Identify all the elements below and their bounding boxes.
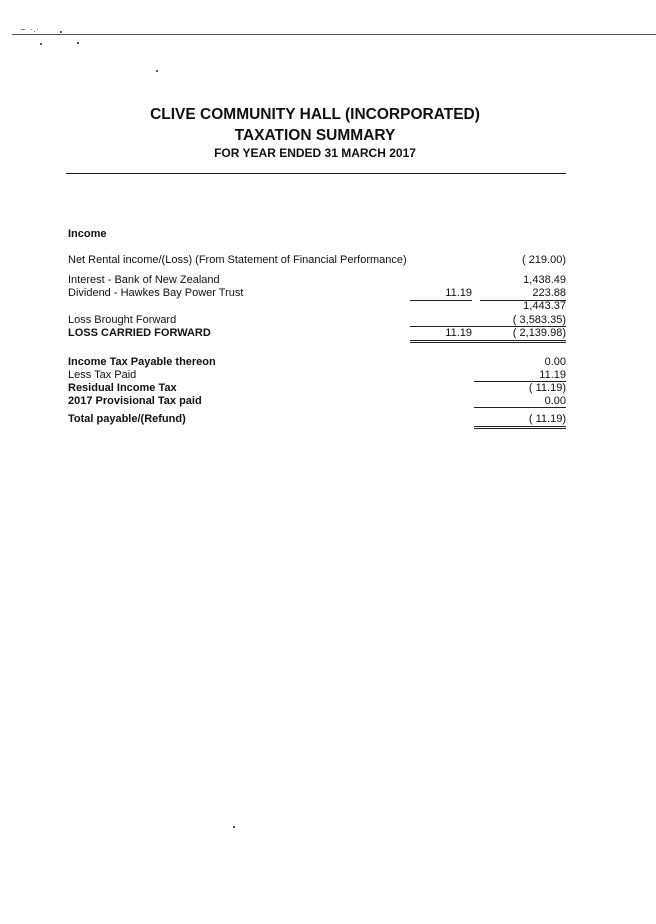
scan-speck — [60, 31, 62, 33]
net-rental-label: Net Rental income/(Loss) (From Statement of Financial Performance) — [68, 254, 407, 266]
income-tax-payable-label: Income Tax Payable thereon — [68, 356, 216, 368]
scan-speck — [156, 70, 158, 72]
provisional-tax-amount: 0.00 — [544, 395, 566, 407]
less-tax-paid-amount: 11.19 — [539, 369, 566, 381]
income-heading: Income — [68, 228, 107, 240]
loss-brought-forward-label: Loss Brought Forward — [68, 314, 177, 326]
dividend-label: Dividend - Hawkes Bay Power Trust — [68, 287, 244, 299]
provisional-underline — [474, 407, 566, 408]
total-double-underline — [474, 426, 566, 429]
report-period: FOR YEAR ENDED 31 MARCH 2017 — [214, 146, 416, 160]
title-rule — [66, 173, 566, 174]
less-tax-paid-label: Less Tax Paid — [68, 369, 137, 381]
credit-underline — [410, 300, 472, 301]
total-payable-label: Total payable/(Refund) — [68, 413, 186, 425]
income-subtotal: 1,443.37 — [523, 300, 566, 312]
loss-carried-forward-label: LOSS CARRIED FORWARD — [68, 327, 211, 339]
scan-edge-line — [12, 34, 656, 35]
dividend-credit: 11.19 — [445, 287, 472, 299]
loss-carried-forward-amount: ( 2,139.98) — [512, 327, 566, 339]
loss-brought-forward-amount: ( 3,583.35) — [512, 314, 566, 326]
residual-income-tax-amount: ( 11.19) — [528, 382, 566, 394]
report-title: TAXATION SUMMARY — [234, 127, 396, 144]
net-rental-amount: ( 219.00) — [521, 254, 566, 266]
organisation-title: CLIVE COMMUNITY HALL (INCORPORATED) — [150, 106, 480, 123]
loss-double-underline — [410, 340, 566, 343]
provisional-tax-label: 2017 Provisional Tax paid — [68, 395, 202, 407]
loss-carried-forward-credit: 11.19 — [445, 327, 472, 339]
scan-speck — [233, 826, 235, 828]
interest-label: Interest - Bank of New Zealand — [68, 274, 220, 286]
income-tax-payable-amount: 0.00 — [544, 356, 566, 368]
scan-speck — [77, 42, 79, 44]
interest-amount: 1,438.49 — [523, 274, 566, 286]
scan-speck — [40, 43, 42, 45]
total-payable-amount: ( 11.19) — [528, 413, 566, 425]
scan-mark: ~ ·.· — [20, 26, 40, 34]
residual-income-tax-label: Residual Income Tax — [68, 382, 177, 394]
dividend-amount: 223.88 — [532, 287, 566, 299]
